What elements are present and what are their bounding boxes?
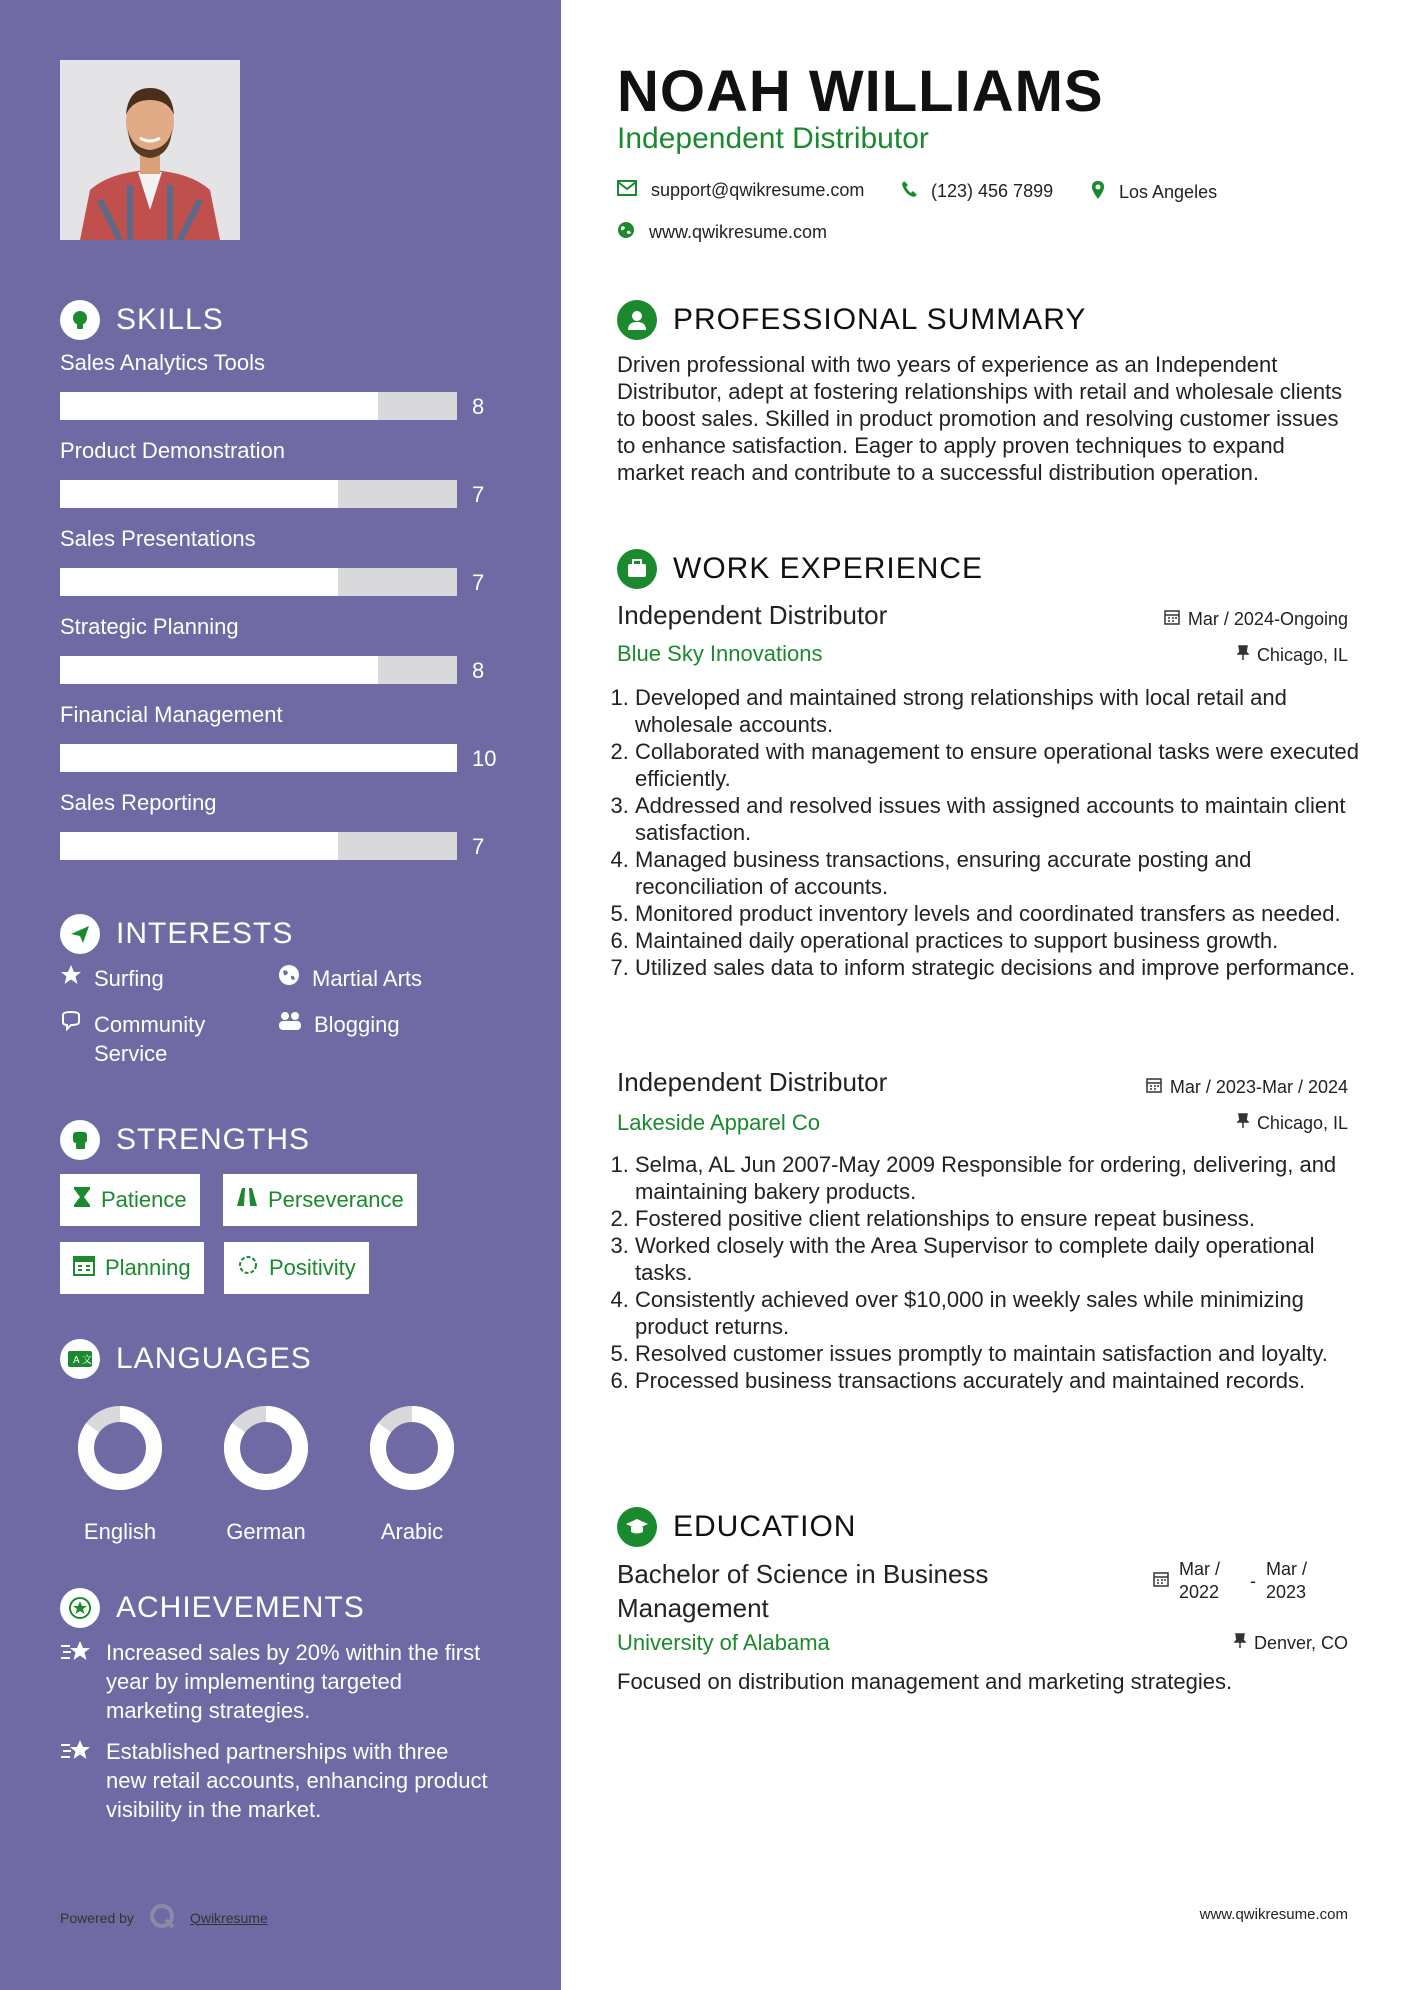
user-icon — [617, 300, 657, 340]
strengths-title: STRENGTHS — [116, 1123, 311, 1156]
skill-bar — [60, 568, 457, 596]
interest-label: Martial Arts — [312, 966, 423, 991]
profile-photo — [60, 60, 240, 240]
achievement-item — [60, 1638, 490, 1725]
candidate-name: NOAH WILLIAMS — [617, 59, 1104, 124]
duty-item: 3. Addressed and resolved issues with assigned accounts to maintain client satisfaction. — [635, 792, 1377, 846]
interests-title: INTERESTS — [116, 917, 294, 950]
pushpin-icon — [1237, 645, 1249, 666]
skill-item — [60, 702, 500, 771]
group-icon — [278, 1010, 302, 1039]
strength-chip — [60, 1242, 204, 1294]
duty-item: 3. Worked closely with the Area Supervisor to complete daily operational tasks. — [635, 1232, 1377, 1286]
hourglass-icon — [73, 1186, 91, 1214]
language-item — [342, 1400, 482, 1545]
skill-name: Strategic Planning — [60, 614, 239, 639]
languages-title: LANGUAGES — [116, 1342, 312, 1375]
skill-name: Sales Presentations — [60, 526, 256, 551]
award-star-icon — [60, 1588, 100, 1628]
duty-item: 4. Consistently achieved over $10,000 in weekly sales while minimizing product returns. — [635, 1286, 1377, 1340]
envelope-icon — [617, 180, 637, 201]
contact-phone — [901, 180, 1053, 203]
skill-level: 8 — [472, 394, 485, 419]
summary-heading — [617, 300, 1086, 340]
job-dates-text: Mar / 2024-Ongoing — [1187, 609, 1348, 629]
strength-label: Patience — [101, 1187, 187, 1212]
skill-bar-fill — [60, 480, 338, 508]
skills-title: SKILLS — [116, 303, 224, 336]
experience-heading — [617, 549, 983, 589]
job-location — [1237, 1113, 1348, 1134]
location-text: Los Angeles — [1119, 182, 1218, 202]
calendar-icon — [73, 1254, 95, 1282]
phone-text: (123) 456 7899 — [931, 181, 1054, 201]
globe-icon — [278, 964, 300, 993]
duty-item: 5. Resolved customer issues promptly to maintain satisfaction and loyalty. — [635, 1340, 1377, 1367]
summary-title: PROFESSIONAL SUMMARY — [673, 303, 1087, 336]
education-date-separator: - — [1250, 1571, 1257, 1591]
language-donut — [50, 1400, 190, 1500]
skill-name: Financial Management — [60, 702, 283, 727]
degree-line: Bachelor of Science in Business — [617, 1559, 989, 1589]
footer-url[interactable]: www.qwikresume.com — [1199, 1906, 1348, 1923]
strength-chip — [60, 1174, 200, 1226]
achievement-text: Established partnerships with three new retail accounts, enhancing product visibility in the market. — [106, 1739, 488, 1822]
education-title: EDUCATION — [673, 1510, 857, 1543]
language-item — [196, 1400, 336, 1545]
education-start-year: 2022 — [1179, 1582, 1220, 1602]
email-text[interactable]: support@qwikresume.com — [651, 180, 865, 200]
language-name: English — [83, 1519, 157, 1544]
skill-item — [60, 614, 500, 683]
paper-plane-icon — [60, 914, 100, 954]
skill-item — [60, 438, 500, 507]
road-icon — [236, 1187, 258, 1213]
skill-bar-fill — [60, 832, 338, 860]
skill-bar — [60, 744, 457, 772]
pushpin-icon — [1234, 1633, 1246, 1654]
duty-item: 7. Utilized sales data to inform strategic decisions and improve performance. — [635, 954, 1377, 981]
qwikresume-logo-icon — [148, 1902, 176, 1933]
education-location-text: Denver, CO — [1253, 1633, 1348, 1653]
duty-item: 2. Collaborated with management to ensure operational tasks were executed efficiently. — [635, 738, 1377, 792]
language-donut — [342, 1400, 482, 1500]
job-dates — [1146, 1077, 1348, 1098]
map-pin-icon — [1091, 180, 1105, 205]
skills-heading — [60, 300, 224, 340]
skill-bar-fill — [60, 656, 378, 684]
education-heading — [617, 1507, 856, 1547]
star-icon — [60, 964, 82, 993]
education-end-month: Mar / — [1266, 1559, 1308, 1579]
calendar-icon — [1153, 1570, 1169, 1593]
interest-item — [60, 964, 164, 993]
education-start — [1179, 1558, 1220, 1604]
sidebar — [0, 0, 561, 1990]
job-title: Independent Distributor — [617, 600, 888, 630]
job-location — [1237, 645, 1348, 666]
language-donut — [196, 1400, 336, 1500]
strength-label: Positivity — [269, 1255, 356, 1280]
skill-bar-fill — [60, 744, 457, 772]
company-name: Blue Sky Innovations — [617, 641, 823, 666]
language-item — [50, 1400, 190, 1545]
skill-level: 7 — [472, 482, 485, 507]
strength-label: Perseverance — [268, 1187, 404, 1212]
interest-item — [60, 1010, 230, 1068]
comment-icon — [60, 1010, 82, 1039]
skill-level: 7 — [472, 834, 485, 859]
skill-bar — [60, 832, 457, 860]
shooting-star-icon — [60, 1638, 94, 1725]
website-text[interactable]: www.qwikresume.com — [649, 222, 828, 242]
education-dates — [1153, 1558, 1307, 1604]
powered-by — [60, 1902, 268, 1933]
calendar-icon — [1146, 1077, 1162, 1098]
achievement-item — [60, 1737, 490, 1824]
achievements-heading — [60, 1588, 365, 1628]
calendar-icon — [1164, 609, 1180, 630]
interest-label: Community Service — [94, 1012, 206, 1066]
duty-item: 6. Processed business transactions accurately and maintained records. — [635, 1367, 1377, 1394]
lightbulb-icon — [60, 300, 100, 340]
contact-email — [617, 180, 864, 201]
duty-item: 4. Managed business transactions, ensuring accurate posting and reconciliation of accounts. — [635, 846, 1377, 900]
duty-item: 1. Developed and maintained strong relationships with local retail and wholesale accounts. — [635, 684, 1377, 738]
languages-heading — [60, 1339, 312, 1379]
strength-chip — [223, 1174, 417, 1226]
interest-label: Surfing — [94, 966, 164, 991]
education-start-month: Mar / — [1179, 1559, 1221, 1579]
shooting-star-icon — [60, 1737, 94, 1824]
skill-name: Product Demonstration — [60, 438, 285, 463]
phone-icon — [901, 180, 917, 203]
company-name: Lakeside Apparel Co — [617, 1110, 821, 1135]
job-duties — [617, 1151, 1377, 1394]
skill-name: Sales Reporting — [60, 790, 217, 815]
contact-location — [1091, 180, 1217, 205]
language-name: Arabic — [380, 1519, 444, 1544]
degree-title — [617, 1557, 988, 1625]
skill-bar-fill — [60, 392, 378, 420]
duty-item: 2. Fostered positive client relationships to ensure repeat business. — [635, 1205, 1377, 1232]
qwikresume-link[interactable]: Qwikresume — [189, 1909, 268, 1926]
job-duties — [617, 684, 1377, 981]
school-name: University of Alabama — [617, 1630, 830, 1655]
duty-item: 5. Monitored product inventory levels and coordinated transfers as needed. — [635, 900, 1377, 927]
skill-bar — [60, 392, 457, 420]
graduation-cap-icon — [617, 1507, 657, 1547]
interest-label: Blogging — [314, 1012, 400, 1037]
skill-item — [60, 350, 500, 419]
main-content — [561, 0, 1407, 1990]
summary-text: Driven professional with two years of experience as an Independent Distributor, adept at fostering relationships with retail and wholesale clients to boost sales. Skilled in product promotion and resolving customer issues to enhance satisfaction. Eager to apply proven techniques to expand market reach and contribute to a successful distribution operation. — [617, 352, 1343, 485]
duty-item: 1. Selma, AL Jun 2007-May 2009 Responsible for ordering, delivering, and maintaining bakery products. — [635, 1151, 1377, 1205]
strength-chip — [224, 1242, 369, 1294]
interest-item — [278, 1010, 400, 1039]
strengths-heading — [60, 1120, 310, 1160]
skill-item — [60, 526, 500, 595]
interests-heading — [60, 914, 293, 954]
powered-by-label: Powered by — [60, 1909, 134, 1926]
svg-text:文: 文 — [82, 1355, 92, 1366]
svg-text:A: A — [73, 1355, 80, 1366]
job-dates — [1164, 609, 1348, 630]
skill-name: Sales Analytics Tools — [60, 350, 266, 375]
experience-title: WORK EXPERIENCE — [673, 552, 984, 585]
sun-icon — [237, 1254, 259, 1282]
strength-label: Planning — [105, 1255, 191, 1280]
education-end-year: 2023 — [1266, 1582, 1307, 1602]
skill-level: 7 — [472, 570, 485, 595]
job-location-text: Chicago, IL — [1256, 645, 1348, 665]
fist-icon — [60, 1120, 100, 1160]
job-location-text: Chicago, IL — [1256, 1113, 1348, 1133]
skill-bar — [60, 480, 457, 508]
education-location — [1234, 1633, 1348, 1654]
education-end — [1266, 1558, 1307, 1604]
globe-icon — [617, 221, 635, 244]
translate-icon — [60, 1339, 100, 1379]
language-name: German — [226, 1519, 306, 1544]
achievement-text: Increased sales by 20% within the first year by implementing targeted marketing strategies. — [106, 1640, 481, 1723]
skill-bar-fill — [60, 568, 338, 596]
skill-bar — [60, 656, 457, 684]
achievements-title: ACHIEVEMENTS — [116, 1591, 365, 1624]
degree-line: Management — [617, 1593, 769, 1623]
job-dates-text: Mar / 2023-Mar / 2024 — [1169, 1077, 1348, 1097]
skill-level: 8 — [472, 658, 485, 683]
skill-item — [60, 790, 500, 859]
job-title: Independent Distributor — [617, 1067, 888, 1097]
candidate-role: Independent Distributor — [617, 122, 929, 155]
interest-item — [278, 964, 422, 993]
contact-website — [617, 221, 827, 244]
duty-item: 6. Maintained daily operational practices to support business growth. — [635, 927, 1377, 954]
education-description: Focused on distribution management and marketing strategies. — [617, 1669, 1233, 1694]
skill-level: 10 — [472, 746, 497, 771]
briefcase-icon — [617, 549, 657, 589]
pushpin-icon — [1237, 1113, 1249, 1134]
